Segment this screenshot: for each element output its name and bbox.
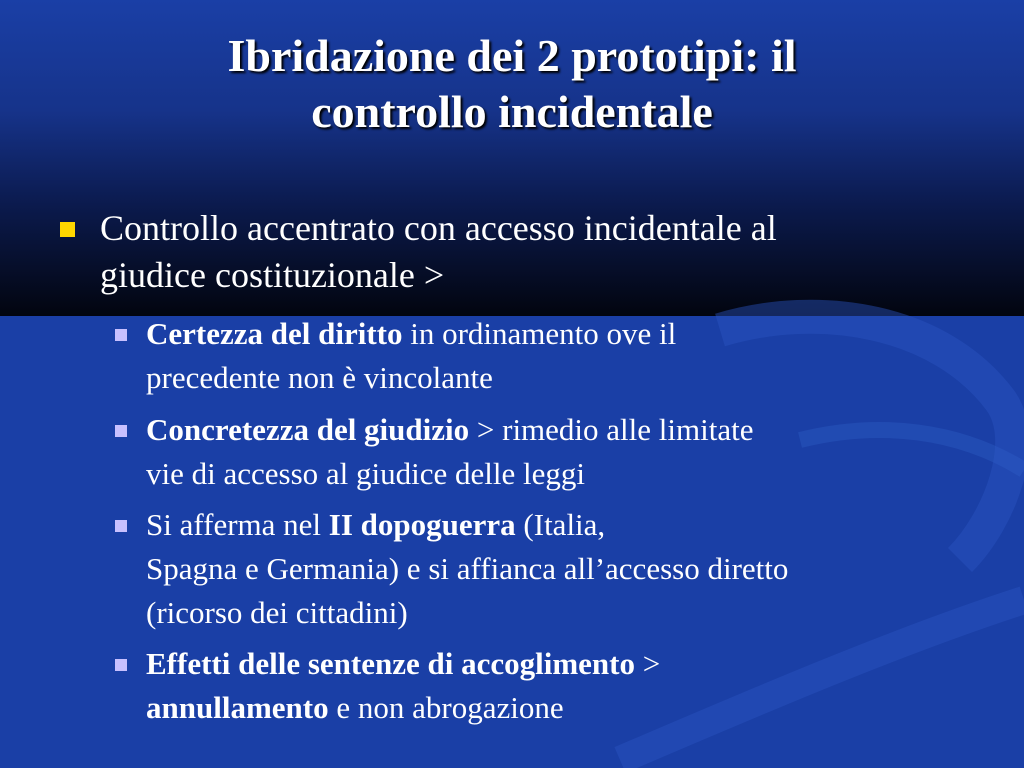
square-bullet-icon [115, 329, 127, 341]
title-line-2: controllo incidentale [311, 86, 713, 137]
square-bullet-icon [115, 659, 127, 671]
sub-bullet-certezza [115, 312, 935, 400]
square-bullet-icon [115, 425, 127, 437]
sub-bullet-effetti [115, 642, 935, 730]
square-bullet-icon [115, 520, 127, 532]
sub-bullet-text: Si afferma nel II dopoguerra (Italia, Spagna e Germania) e si affianca all’accesso diretto (ricorso dei cittadini) [146, 507, 789, 630]
slide-title [60, 28, 964, 140]
sub-bullet-concretezza [115, 408, 935, 496]
sub-bullet-dopoguerra [115, 503, 935, 635]
main-bullet [60, 205, 960, 299]
sub-bullet-text: Concretezza del giudizio > rimedio alle limitate vie di accesso al giudice delle leggi [146, 412, 754, 491]
sub-bullet-text: Certezza del diritto in ordinamento ove il precedente non è vincolante [146, 316, 677, 395]
sub-bullet-text: Effetti delle sentenze di accoglimento > annullamento e non abrogazione [146, 646, 661, 725]
main-bullet-text: Controllo accentrato con accesso incidentale al giudice costituzionale > [100, 208, 777, 295]
title-line-1: Ibridazione dei 2 prototipi: il [227, 30, 797, 81]
square-bullet-icon [60, 222, 75, 237]
